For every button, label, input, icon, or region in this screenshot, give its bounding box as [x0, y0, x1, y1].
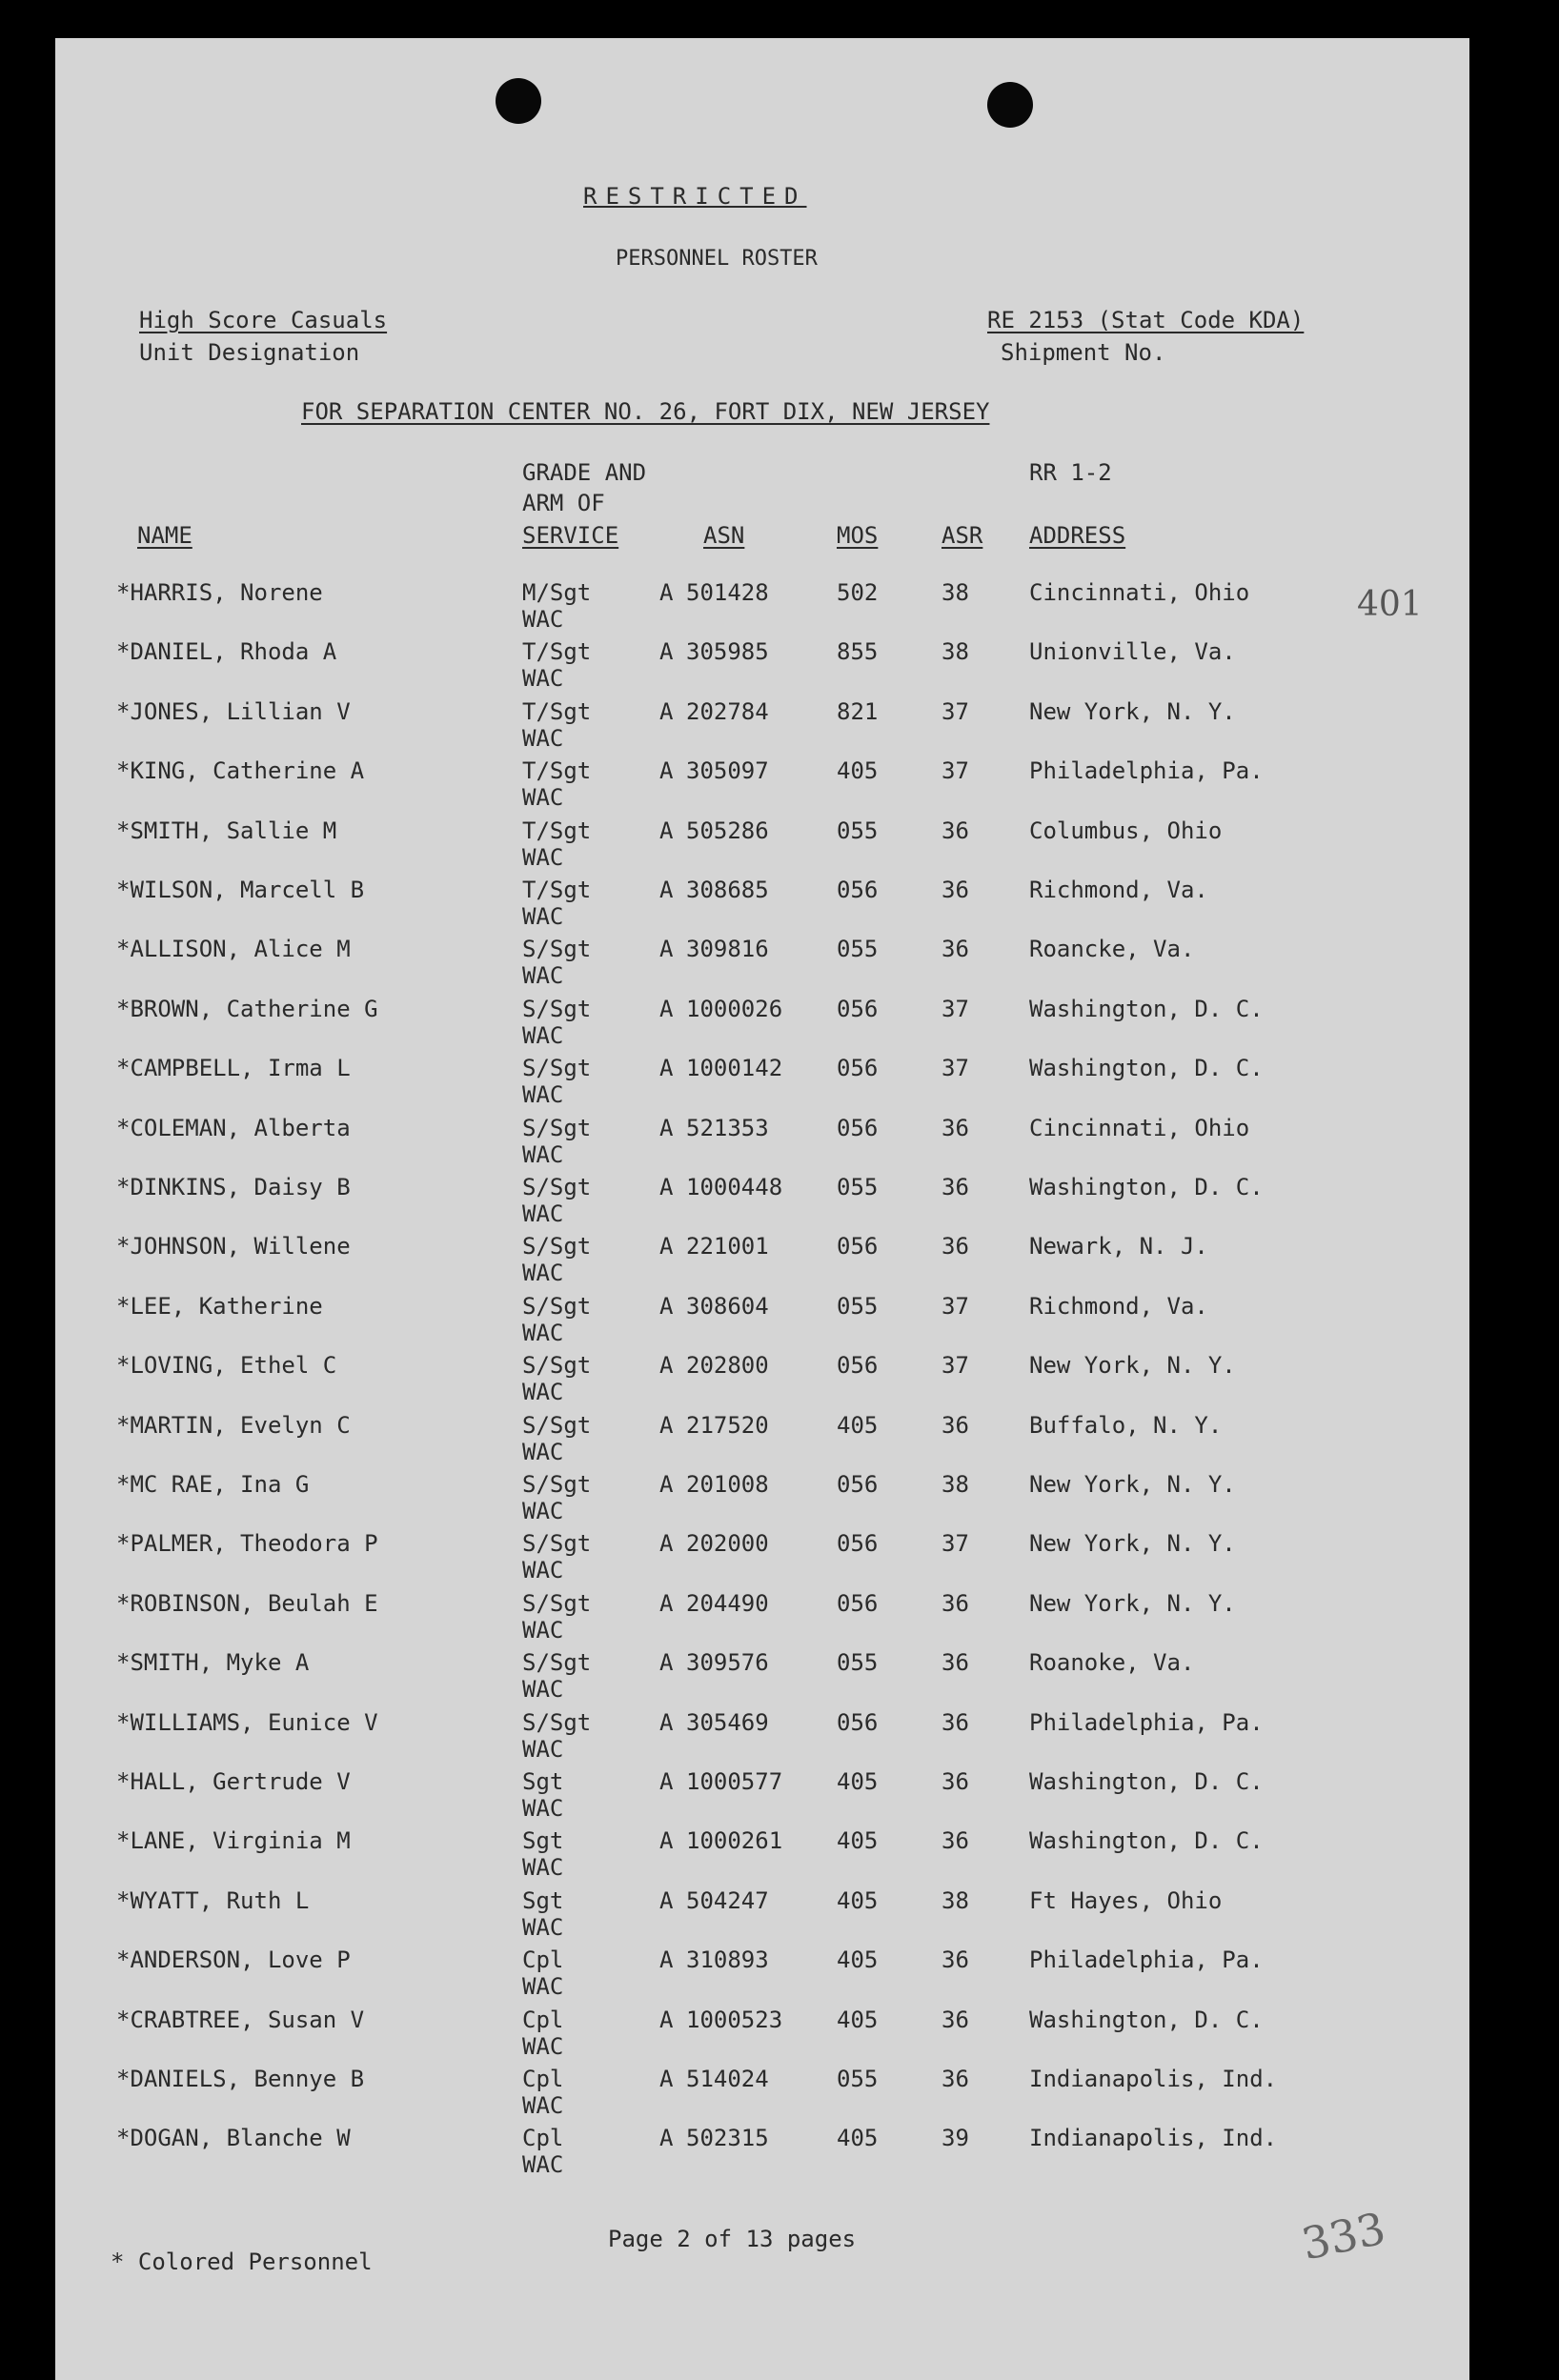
cell-asn: 308604	[686, 1292, 769, 1320]
cell-asn-prefix: A	[659, 638, 674, 666]
cell-asn-prefix: A	[659, 1174, 674, 1200]
cell-address: Roancke, Va.	[1029, 936, 1195, 963]
cell-mos: 056	[837, 1708, 879, 1736]
column-header-asr: ASR	[941, 522, 983, 549]
cell-address: Unionville, Va.	[1029, 638, 1236, 666]
cell-asr: 36	[941, 2066, 969, 2092]
cell-asn: 514024	[686, 2066, 769, 2092]
cell-asn-prefix: A	[659, 1411, 674, 1439]
cell-asn: 202784	[686, 697, 769, 725]
cell-mos: 056	[837, 995, 879, 1022]
column-header-mos: MOS	[837, 522, 879, 549]
cell-asn-prefix: A	[659, 757, 674, 785]
cell-grade: S/Sgt	[522, 1352, 592, 1380]
roster-title: PERSONNEL ROSTER	[616, 247, 818, 271]
cell-arm-of-service: WAC	[522, 1616, 564, 1644]
cell-arm-of-service: WAC	[522, 1379, 564, 1406]
table-row	[55, 1590, 1469, 1649]
cell-mos: 405	[837, 1886, 879, 1914]
cell-asn-prefix: A	[659, 2066, 674, 2092]
cell-mos: 405	[837, 1411, 879, 1439]
table-row	[55, 698, 1469, 757]
cell-mos: 055	[837, 1292, 879, 1320]
cell-asn: 305985	[686, 638, 769, 666]
cell-arm-of-service: WAC	[522, 1735, 564, 1763]
cell-grade: S/Sgt	[522, 1114, 592, 1141]
cell-grade: S/Sgt	[522, 1649, 592, 1677]
cell-grade: Sgt	[522, 1886, 564, 1914]
cell-grade: T/Sgt	[522, 817, 592, 844]
cell-name: *HARRIS, Norene	[116, 579, 323, 606]
cell-mos: 055	[837, 1174, 879, 1200]
cell-asn-prefix: A	[659, 1292, 674, 1320]
cell-asr: 36	[941, 1768, 969, 1795]
cell-asn-prefix: A	[659, 1530, 674, 1558]
shipment-label: Shipment No.	[1001, 339, 1166, 366]
cell-arm-of-service: WAC	[522, 1081, 564, 1109]
cell-grade: T/Sgt	[522, 697, 592, 725]
table-row	[55, 1709, 1469, 1768]
cell-asn: 1000261	[686, 1827, 783, 1855]
cell-arm-of-service: WAC	[522, 784, 564, 812]
cell-address: Roanoke, Va.	[1029, 1649, 1195, 1677]
cell-name: *CAMPBELL, Irma L	[116, 1055, 351, 1082]
cell-asr: 36	[941, 1946, 969, 1974]
cell-grade: S/Sgt	[522, 1708, 592, 1736]
table-row	[55, 1768, 1469, 1827]
cell-address: Philadelphia, Pa.	[1029, 757, 1264, 785]
cell-mos: 055	[837, 2066, 879, 2092]
cell-name: *ROBINSON, Beulah E	[116, 1589, 378, 1617]
cell-mos: 056	[837, 877, 879, 903]
cell-name: *ALLISON, Alice M	[116, 936, 351, 963]
cell-asn-prefix: A	[659, 2125, 674, 2152]
cell-grade: S/Sgt	[522, 1233, 592, 1261]
table-row	[55, 1293, 1469, 1352]
cell-address: New York, N. Y.	[1029, 1471, 1236, 1498]
cell-address: Indianapolis, Ind.	[1029, 2066, 1278, 2092]
table-row	[55, 1412, 1469, 1471]
table-row	[55, 817, 1469, 877]
cell-asn: 1000026	[686, 995, 783, 1022]
cell-asr: 36	[941, 2006, 969, 2033]
table-row	[55, 2007, 1469, 2066]
table-row	[55, 2125, 1469, 2184]
cell-address: Cincinnati, Ohio	[1029, 1114, 1250, 1141]
cell-asn: 504247	[686, 1886, 769, 1914]
cell-asr: 36	[941, 1589, 969, 1617]
cell-grade: S/Sgt	[522, 936, 592, 963]
cell-asr: 37	[941, 995, 969, 1022]
table-row	[55, 1530, 1469, 1589]
cell-address: Newark, N. J.	[1029, 1233, 1208, 1261]
cell-arm-of-service: WAC	[522, 2092, 564, 2119]
cell-asn: 1000577	[686, 1768, 783, 1795]
cell-grade: T/Sgt	[522, 638, 592, 666]
cell-asr: 36	[941, 1411, 969, 1439]
cell-address: Richmond, Va.	[1029, 877, 1208, 903]
table-row	[55, 1887, 1469, 1946]
cell-mos: 405	[837, 2125, 879, 2152]
cell-grade: S/Sgt	[522, 1292, 592, 1320]
handwritten-number: 333	[1297, 2202, 1390, 2270]
cell-name: *LOVING, Ethel C	[116, 1352, 337, 1380]
cell-asn: 502315	[686, 2125, 769, 2152]
cell-mos: 055	[837, 817, 879, 844]
cell-asr: 37	[941, 1352, 969, 1380]
cell-mos: 055	[837, 1649, 879, 1677]
cell-arm-of-service: WAC	[522, 2151, 564, 2179]
cell-arm-of-service: WAC	[522, 1140, 564, 1168]
cell-asn-prefix: A	[659, 1827, 674, 1855]
cell-grade: Cpl	[522, 2006, 564, 2033]
cell-arm-of-service: WAC	[522, 1913, 564, 1941]
cell-arm-of-service: WAC	[522, 1438, 564, 1465]
cell-address: Indianapolis, Ind.	[1029, 2125, 1278, 2152]
cell-grade: S/Sgt	[522, 1411, 592, 1439]
cell-asn: 521353	[686, 1114, 769, 1141]
cell-mos: 055	[837, 936, 879, 963]
cell-asr: 36	[941, 1233, 969, 1261]
cell-address: Ft Hayes, Ohio	[1029, 1886, 1223, 1914]
cell-grade: S/Sgt	[522, 1530, 592, 1558]
unit-designation-label: Unit Designation	[139, 339, 360, 366]
column-header-grade-line3: SERVICE	[522, 522, 619, 549]
cell-asn-prefix: A	[659, 1589, 674, 1617]
cell-grade: Cpl	[522, 2125, 564, 2152]
cell-asr: 38	[941, 1886, 969, 1914]
cell-address: New York, N. Y.	[1029, 1589, 1236, 1617]
page-number: Page 2 of 13 pages	[608, 2226, 857, 2252]
table-row	[55, 1352, 1469, 1411]
cell-name: *DINKINS, Daisy B	[116, 1174, 351, 1200]
cell-asr: 39	[941, 2125, 969, 2152]
cell-asr: 36	[941, 877, 969, 903]
cell-arm-of-service: WAC	[522, 1795, 564, 1822]
table-row	[55, 936, 1469, 995]
cell-mos: 056	[837, 1589, 879, 1617]
cell-asn-prefix: A	[659, 1946, 674, 1974]
table-row	[55, 1827, 1469, 1886]
cell-name: *DANIEL, Rhoda A	[116, 638, 337, 666]
cell-asn: 505286	[686, 817, 769, 844]
cell-address: Philadelphia, Pa.	[1029, 1708, 1264, 1736]
rr-reference: RR 1-2	[1029, 459, 1112, 486]
cell-grade: Cpl	[522, 2066, 564, 2092]
cell-asr: 36	[941, 1708, 969, 1736]
cell-asr: 38	[941, 638, 969, 666]
cell-name: *CRABTREE, Susan V	[116, 2006, 365, 2033]
cell-arm-of-service: WAC	[522, 1973, 564, 2001]
cell-grade: Sgt	[522, 1768, 564, 1795]
roster-page	[55, 38, 1469, 2380]
cell-name: *MC RAE, Ina G	[116, 1471, 310, 1498]
cell-asn-prefix: A	[659, 1471, 674, 1498]
cell-asn: 201008	[686, 1471, 769, 1498]
cell-asn: 501428	[686, 579, 769, 606]
cell-mos: 056	[837, 1055, 879, 1082]
unit-designation-value: High Score Casuals	[139, 307, 388, 333]
cell-mos: 405	[837, 1827, 879, 1855]
cell-asr: 38	[941, 579, 969, 606]
cell-address: Richmond, Va.	[1029, 1292, 1208, 1320]
cell-arm-of-service: WAC	[522, 1319, 564, 1346]
table-row	[55, 1649, 1469, 1708]
cell-address: Buffalo, N. Y.	[1029, 1411, 1223, 1439]
cell-asn: 309576	[686, 1649, 769, 1677]
cell-grade: S/Sgt	[522, 1174, 592, 1200]
cell-asn: 1000142	[686, 1055, 783, 1082]
cell-address: Washington, D. C.	[1029, 995, 1264, 1022]
cell-name: *SMITH, Sallie M	[116, 817, 337, 844]
cell-asn-prefix: A	[659, 1233, 674, 1261]
cell-name: *MARTIN, Evelyn C	[116, 1411, 351, 1439]
cell-asn-prefix: A	[659, 1055, 674, 1082]
cell-name: *DOGAN, Blanche W	[116, 2125, 351, 2152]
column-header-name: NAME	[137, 522, 192, 549]
cell-name: *BROWN, Catherine G	[116, 995, 378, 1022]
cell-arm-of-service: WAC	[522, 962, 564, 990]
cell-address: Washington, D. C.	[1029, 1055, 1264, 1082]
cell-asn-prefix: A	[659, 936, 674, 963]
cell-mos: 405	[837, 1946, 879, 1974]
cell-asn-prefix: A	[659, 697, 674, 725]
cell-asr: 38	[941, 1471, 969, 1498]
table-row	[55, 1055, 1469, 1114]
cell-address: Washington, D. C.	[1029, 2006, 1264, 2033]
cell-asn: 1000523	[686, 2006, 783, 2033]
cell-asn-prefix: A	[659, 2006, 674, 2033]
cell-mos: 056	[837, 1530, 879, 1558]
cell-mos: 056	[837, 1352, 879, 1380]
cell-arm-of-service: WAC	[522, 1676, 564, 1704]
cell-asr: 37	[941, 1292, 969, 1320]
cell-arm-of-service: WAC	[522, 2032, 564, 2060]
cell-asn-prefix: A	[659, 877, 674, 903]
cell-arm-of-service: WAC	[522, 606, 564, 633]
cell-asn: 217520	[686, 1411, 769, 1439]
cell-arm-of-service: WAC	[522, 1200, 564, 1227]
cell-asn-prefix: A	[659, 995, 674, 1022]
cell-name: *LANE, Virginia M	[116, 1827, 351, 1855]
cell-mos: 405	[837, 1768, 879, 1795]
cell-name: *ANDERSON, Love P	[116, 1946, 351, 1974]
cell-arm-of-service: WAC	[522, 903, 564, 930]
cell-asn-prefix: A	[659, 1114, 674, 1141]
column-header-grade-line1: GRADE AND	[522, 459, 647, 486]
cell-asn-prefix: A	[659, 1768, 674, 1795]
cell-asr: 37	[941, 1530, 969, 1558]
shipment-value: RE 2153 (Stat Code KDA)	[987, 307, 1305, 333]
cell-mos: 405	[837, 757, 879, 785]
table-row	[55, 996, 1469, 1055]
cell-asr: 36	[941, 1649, 969, 1677]
cell-asn: 1000448	[686, 1174, 783, 1200]
cell-asn-prefix: A	[659, 1708, 674, 1736]
cell-address: Philadelphia, Pa.	[1029, 1946, 1264, 1974]
cell-name: *WILSON, Marcell B	[116, 877, 365, 903]
cell-grade: T/Sgt	[522, 757, 592, 785]
cell-address: Columbus, Ohio	[1029, 817, 1223, 844]
cell-asn-prefix: A	[659, 1886, 674, 1914]
cell-arm-of-service: WAC	[522, 724, 564, 752]
footnote-colored-personnel: * Colored Personnel	[111, 2249, 373, 2275]
cell-address: Washington, D. C.	[1029, 1768, 1264, 1795]
cell-asn: 310893	[686, 1946, 769, 1974]
table-row	[55, 1946, 1469, 2006]
cell-name: *WYATT, Ruth L	[116, 1886, 310, 1914]
cell-name: *SMITH, Myke A	[116, 1649, 310, 1677]
cell-grade: S/Sgt	[522, 1589, 592, 1617]
cell-name: *PALMER, Theodora P	[116, 1530, 378, 1558]
cell-asn: 202000	[686, 1530, 769, 1558]
cell-asr: 37	[941, 697, 969, 725]
cell-grade: Cpl	[522, 1946, 564, 1974]
table-row	[55, 1471, 1469, 1530]
cell-name: *JONES, Lillian V	[116, 697, 351, 725]
cell-grade: S/Sgt	[522, 1055, 592, 1082]
cell-grade: S/Sgt	[522, 995, 592, 1022]
table-row	[55, 757, 1469, 817]
cell-mos: 855	[837, 638, 879, 666]
page-stamp-number: 401	[1357, 585, 1423, 624]
cell-mos: 821	[837, 697, 879, 725]
cell-arm-of-service: WAC	[522, 1557, 564, 1584]
column-header-grade-line2: ARM OF	[522, 490, 605, 516]
cell-address: New York, N. Y.	[1029, 1352, 1236, 1380]
cell-asn-prefix: A	[659, 1649, 674, 1677]
cell-asn-prefix: A	[659, 1352, 674, 1380]
punch-hole	[987, 82, 1033, 128]
cell-name: *JOHNSON, Willene	[116, 1233, 351, 1261]
cell-name: *HALL, Gertrude V	[116, 1768, 351, 1795]
cell-arm-of-service: WAC	[522, 1021, 564, 1049]
cell-address: New York, N. Y.	[1029, 1530, 1236, 1558]
punch-hole	[496, 78, 541, 124]
cell-address: New York, N. Y.	[1029, 697, 1236, 725]
cell-arm-of-service: WAC	[522, 1498, 564, 1524]
cell-asn-prefix: A	[659, 579, 674, 606]
classification-heading: RESTRICTED	[583, 183, 807, 210]
cell-address: Washington, D. C.	[1029, 1827, 1264, 1855]
destination-heading: FOR SEPARATION CENTER NO. 26, FORT DIX, NEW JERSEY	[301, 398, 990, 425]
cell-address: Cincinnati, Ohio	[1029, 579, 1250, 606]
cell-arm-of-service: WAC	[522, 665, 564, 693]
cell-asn: 305097	[686, 757, 769, 785]
cell-arm-of-service: WAC	[522, 843, 564, 871]
cell-asr: 36	[941, 817, 969, 844]
cell-name: *COLEMAN, Alberta	[116, 1114, 351, 1141]
cell-name: *DANIELS, Bennye B	[116, 2066, 365, 2092]
cell-grade: T/Sgt	[522, 877, 592, 903]
cell-asn: 305469	[686, 1708, 769, 1736]
cell-asn: 202800	[686, 1352, 769, 1380]
cell-asr: 36	[941, 936, 969, 963]
cell-mos: 405	[837, 2006, 879, 2033]
cell-asn: 308685	[686, 877, 769, 903]
cell-asr: 36	[941, 1114, 969, 1141]
table-row	[55, 1174, 1469, 1233]
cell-arm-of-service: WAC	[522, 1854, 564, 1882]
cell-asr: 36	[941, 1827, 969, 1855]
column-header-asn: ASN	[703, 522, 745, 549]
cell-mos: 502	[837, 579, 879, 606]
cell-asn: 309816	[686, 936, 769, 963]
cell-asr: 37	[941, 1055, 969, 1082]
table-row	[55, 877, 1469, 936]
cell-asr: 37	[941, 757, 969, 785]
cell-asn: 204490	[686, 1589, 769, 1617]
cell-address: Washington, D. C.	[1029, 1174, 1264, 1200]
cell-arm-of-service: WAC	[522, 1260, 564, 1287]
table-row	[55, 579, 1469, 638]
cell-asn-prefix: A	[659, 817, 674, 844]
column-header-address: ADDRESS	[1029, 522, 1126, 549]
cell-grade: S/Sgt	[522, 1471, 592, 1498]
cell-name: *KING, Catherine A	[116, 757, 365, 785]
table-row	[55, 1233, 1469, 1292]
cell-asn: 221001	[686, 1233, 769, 1261]
cell-grade: Sgt	[522, 1827, 564, 1855]
table-row	[55, 1115, 1469, 1174]
table-row	[55, 638, 1469, 697]
cell-name: *LEE, Katherine	[116, 1292, 323, 1320]
cell-asr: 36	[941, 1174, 969, 1200]
cell-mos: 056	[837, 1233, 879, 1261]
cell-mos: 056	[837, 1114, 879, 1141]
cell-grade: M/Sgt	[522, 579, 592, 606]
table-row	[55, 2066, 1469, 2125]
cell-name: *WILLIAMS, Eunice V	[116, 1708, 378, 1736]
cell-mos: 056	[837, 1471, 879, 1498]
